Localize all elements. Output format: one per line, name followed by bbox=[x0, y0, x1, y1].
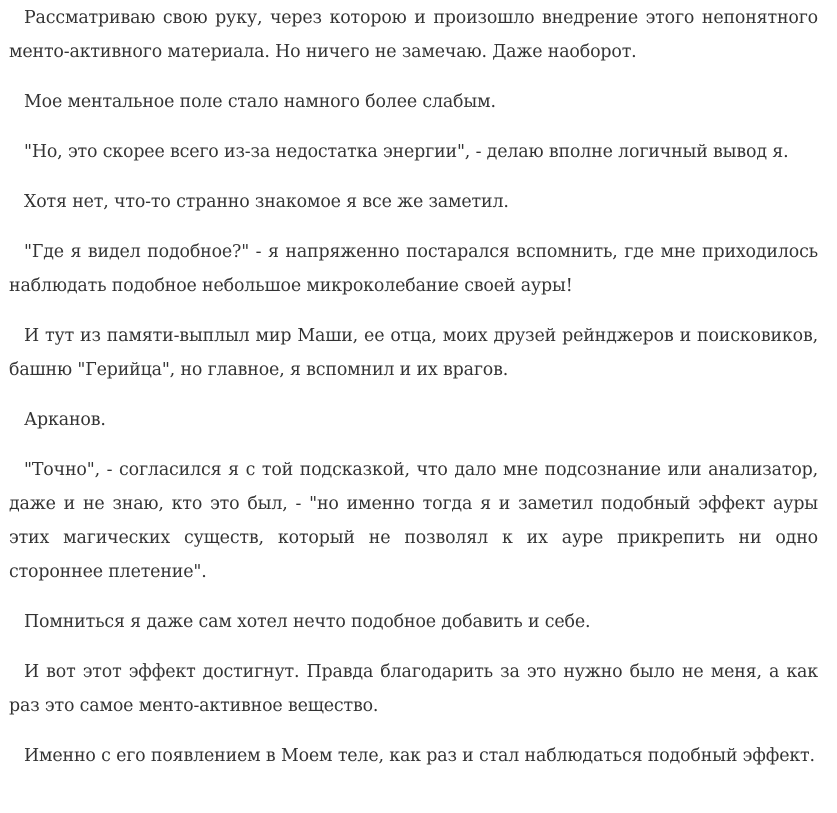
paragraph-8: "Точно", - согласился я с той подсказкой, что дало мне подсознание или анализатор, даже и не знаю, кто это был, - "но именно тогда я и заметил подобный эффект ауры этих магических существ, который не позволял к их ауре прикрепить ни одно стороннее плетение". bbox=[9, 460, 818, 582]
paragraph-5: "Где я видел подобное?" - я напряженно постарался вспомнить, где мне приходилось наблюдать подобное небольшое микроколебание своей ауры! bbox=[9, 242, 818, 296]
paragraph-2: Мое ментальное поле стало намного более слабым. bbox=[24, 92, 496, 112]
paragraph-9: Помниться я даже сам хотел нечто подобное добавить и себе. bbox=[24, 612, 591, 632]
paragraph-6: И тут из памяти-выплыл мир Маши, ее отца, моих друзей рейнджеров и поисковиков, башню "Герийца", но главное, я вспомнил и их врагов. bbox=[9, 326, 818, 380]
paragraph-3: "Но, это скорее всего из-за недостатка энергии", - делаю вполне логичный вывод я. bbox=[24, 142, 789, 162]
paragraph-10: И вот этот эффект достигнут. Правда благодарить за это нужно было не меня, а как раз это самое менто-активное вещество. bbox=[9, 662, 818, 716]
paragraph-1: Рассматриваю свою руку, через которою и произошло внедрение этого непонятного менто-активного материала. Но ничего не замечаю. Даже наоборот. bbox=[9, 8, 818, 62]
paragraph-7: Арканов. bbox=[24, 410, 106, 430]
paragraph-11: Именно с его появлением в Моем теле, как раз и стал наблюдаться подобный эффект. bbox=[24, 746, 815, 766]
paragraph-4: Хотя нет, что-то странно знакомое я все же заметил. bbox=[24, 192, 509, 212]
